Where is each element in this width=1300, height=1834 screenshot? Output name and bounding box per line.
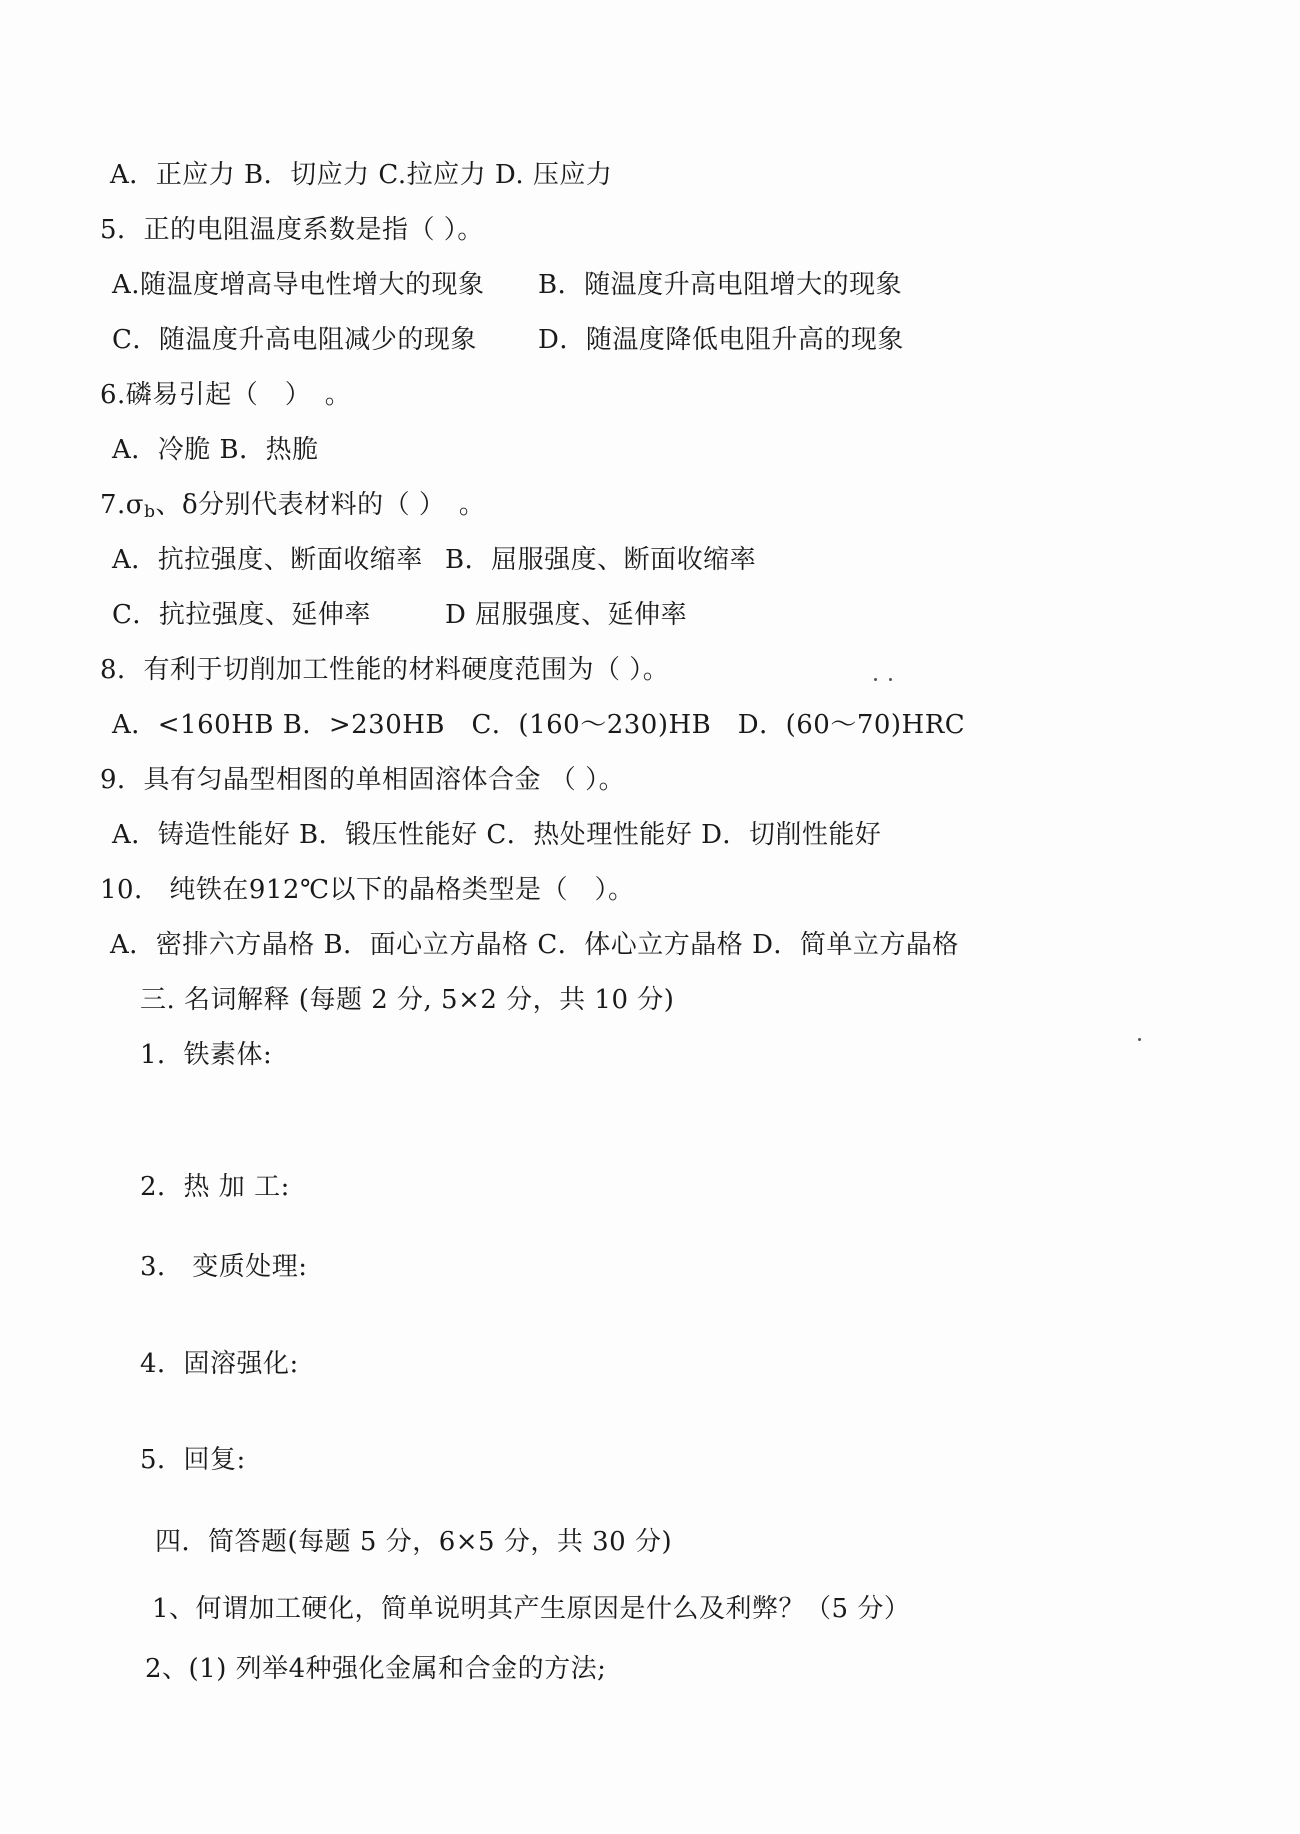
q10-options: A．密排六方晶格 B．面心立方晶格 C．体心立方晶格 D．简单立方晶格 (110, 930, 959, 960)
section3-item-4: 4．固溶强化: (140, 1349, 299, 1379)
q7-stem (100, 488, 485, 529)
q7-stem-subscript: b (144, 502, 156, 522)
q6-options: A．冷脆 B．热脆 (112, 435, 319, 465)
q9-stem: 9．具有匀晶型相图的单相固溶体合金 （ ）。 (100, 765, 626, 795)
q7-option-c: C．抗拉强度、延伸率 (112, 600, 371, 630)
q8-options: A．<160HB B．>230HB C．(160～230)HB D．(60～70)HRC (112, 710, 966, 740)
q4-options: A．正应力 B．切应力 C.拉应力 D. 压应力 (110, 160, 613, 190)
section3-item-5: 5．回复: (140, 1445, 246, 1475)
section3-item-2: 2．热 加 工: (140, 1172, 290, 1202)
section4-item-2: 2、(1) 列举4种强化金属和合金的方法; (145, 1654, 607, 1684)
section4-item-1: 1、何谓加工硬化，简单说明其产生原因是什么及利弊？（5 分） (152, 1594, 911, 1624)
q5-option-b: B．随温度升高电阻增大的现象 (538, 270, 903, 300)
scan-speck (889, 678, 892, 681)
section3-title: 三. 名词解释 (每题 2 分, 5×2 分，共 10 分) (140, 985, 675, 1015)
q6-stem: 6.磷易引起（ ） 。 (100, 380, 352, 410)
q5-option-a: A.随温度增高导电性增大的现象 (112, 270, 485, 300)
q5-stem: 5．正的电阻温度系数是指（ ）。 (100, 215, 484, 245)
q7-stem-prefix: 7.σ (100, 490, 145, 520)
q9-options: A．铸造性能好 B．锻压性能好 C．热处理性能好 D．切削性能好 (112, 820, 882, 850)
q8-stem: 8．有利于切削加工性能的材料硬度范围为（ ）。 (100, 655, 670, 685)
q10-stem: 10． 纯铁在912℃以下的晶格类型是（ ）。 (100, 875, 635, 905)
q5-option-c: C．随温度升高电阻减少的现象 (112, 325, 477, 355)
q7-option-d: D 屈服强度、延伸率 (445, 600, 688, 630)
q7-option-b: B．屈服强度、断面收缩率 (445, 545, 757, 575)
q5-option-d: D．随温度降低电阻升高的现象 (538, 325, 904, 355)
scan-speck (1138, 1038, 1141, 1041)
scan-speck (874, 678, 877, 681)
section4-title: 四．简答题(每题 5 分，6×5 分，共 30 分) (155, 1527, 673, 1557)
section3-item-1: 1．铁素体: (140, 1040, 273, 1070)
q7-stem-suffix: 、δ分别代表材料的（ ） 。 (155, 490, 486, 520)
q7-option-a: A．抗拉强度、断面收缩率 (112, 545, 423, 575)
section3-item-3: 3． 变质处理: (140, 1252, 308, 1282)
